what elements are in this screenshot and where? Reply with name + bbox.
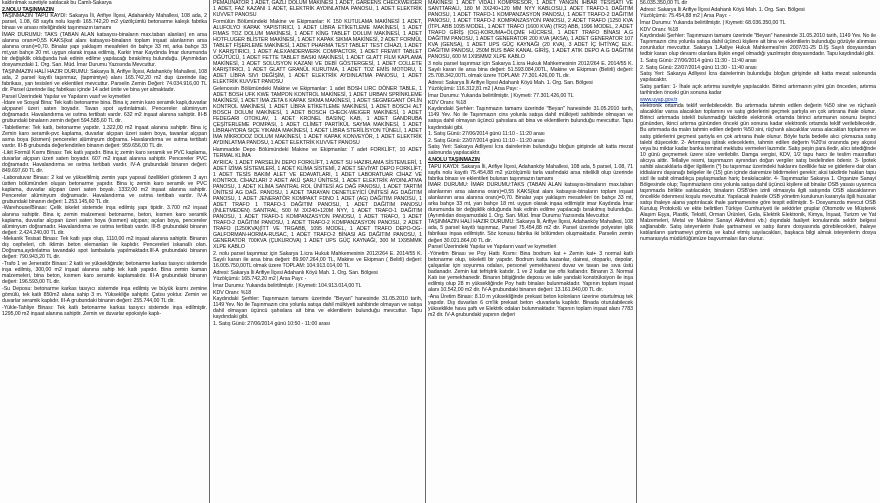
paragraph: Yüzölçümü: 116.312,81 m2 | Arsa Payı: - bbox=[428, 86, 521, 93]
paragraph: Formülün Bölümündeki Makine ve Ekipmanlar: K 150 KUTULAMA MAKİNESİ 1 ADET, ALUFOLYO KAPAK YAPISTIRICI, 1 ADET LİBRA ETİKETLEME MAKİNESİ, 1 ADET FIMAS TOZ DOLUM MAKİNESİ, 1 ADET KİNG TABLET DOLUM MAKİNESİ, 1 ADET HOTFLUGER BLİSTER MAKİNESİ, 1 ADET KAPAK SIKMA MAKİNESİ, 2 ADET FORMÜL TABLET FİŞERLEME MAKİNESİ, 1 ADET PHARMA TEST TABLET TEST CİHAZI, 1 ADET V KARIŞTIRICI, 1 ADET ALEXANDERWERK COMPACTOR, 1 ADET FREWIT TABLET OĞÜTÜCÜ, 1 ADET FETTE TABLET BASKI MAKİNESİ, 1 ADET GLATT FİLM KAPLAMA MAKİNESİ, 1 ADET SOLUSYON KAZANI VE DEBİ GÖSTERGESİ, 1 ADET COLLETE KARIŞTIRICI, 1 ADET GLATT GRANÜL KURUTMA, 1 ADET TOZ EMİS MOTORU, 1 ADET LİBRA SIVI DEĞİŞİM, 1 ADET ELEKTRİK AYDINLATMA PANOSU, 1 ADET ELEKTRİK KUVVET PANOSU bbox=[213, 18, 422, 86]
paragraph: -Ana Üretim Binası: 8.10 m yüksekliğinde prekast beton kolonların üzerine oturtulmuş tek yapıdır. Dış duvarları 6 cm'lik prekast beton -duvarlarla kaplıdır. Binada oturulabilecek yükseklikte hava şaftı ve Elektrik odaları bulunmaktadır. Yapının toplam inşaat alanı 7783 m2 dir. IV-A grubundaki yapının değeri bbox=[428, 293, 633, 318]
paragraph: Gelencesin Bölümündeki Makine ve Ekipmanlar: 1 adet BOSH LIRC DÖNER TABLE, 1 ADET BOSH UFK KWE TAMPON KONTROL MAKİNESİ, 1 ADET URBAN SPRİNKLEME MAKİNESİ, 1 ADET İMA ZETA 6 KAPAK SIKMA MAKİNESİ, 1 ADET SEGMEGANT ÖFLİN KONTROL MAKİNESİ, 1 ADET LİBRA ETİKETLEME MAKİNESİ, 1 ADET BOSCH ALT BOSCH DOLUM MAKİNESİ, 1 ADET BOSCH CHECK-WEIGER MAKİNESİ, 1 ADET FEDEGARI OTOKLAV, 1 ADET KRONEL BASINÇ KAB, 1 ADET GANDRUBA ÇEŞİTERLEME POMPASI, 1 ADET CLİMET PARTİKÜL SAYMA MAKİNESİ, 1 ADET LİBRAHYDRA SIÇE YIKAMA MAKİNESİ, 1 ADET LİBRA STERİLİSYON TÜNELİ, 1 ADET İMA MİKRODOZ DOLUM MAKİNESİ, 1 ADET KAPAK KONVEYÖR, 1 ADET ELEKTRİK AYDINLATMA PANOSU, 1 ADET ELEKTRİK KUVVET PANOSU bbox=[213, 85, 422, 147]
paragraph: İmar Durumu: Yukarıda belirtilmiştir. | Kıymeti: 104.913.014,00 TL bbox=[213, 282, 362, 289]
paragraph: Satış Yeri: Sakarya Adliyesi İcra dairelerinin bulunduğu bloğun girişinde alt katta mezat salonunda yapılacaktır. bbox=[428, 144, 633, 157]
paragraph: 4.NOLU TAŞINMAZIN bbox=[428, 157, 480, 164]
paragraph: Yüzölçümü: 165.742,20 m2 | Arsa Payı: - bbox=[213, 276, 307, 283]
paragraph: 1. Satış Günü: 27/06/2014 günü 11:10 - 11:20 arası bbox=[428, 131, 545, 138]
paragraph: Hammadde Depo Bölümündeki Makine ve Ekipmanlar: 7 adet FORKLİFT, 10 ADET TERMAL KLİMA bbox=[213, 146, 422, 159]
paragraph: TAŞINMAZIN HALİ HAZIR DURUMU: Sakarya İli, Arifiye İlçesi, Adahanköy Mahallesi, 108 ada, 2 parsel kayıtlı taşınmaz, (tapmimiye) alanı 165.742,20 m2 dup üzerinde ilaç fabrikası, yan tesisleri ve eklentileri mevcuttur. Parselin Zemin Değeri: 74.034.916,00 TL dir. Parsel üzerinde ilaç fabrikası içinde 14 adet ünite ve bina yer almaktadır. bbox=[2, 68, 207, 94]
paragraph: kaldırılmak suretiyle satılacak bu Camlı-Sakarya bbox=[2, 0, 112, 6]
paragraph: Yüzölçümü: 75.454,88 m2 | Arsa Payı: - bbox=[640, 13, 731, 20]
paragraph: Satış şartları: 1- İhale açık artırma suretiyle yapılacaktır. Birinci artırmanın yılmi gün önceden, artırma tarihinden önceki gün sonuna kadar bbox=[640, 83, 876, 96]
paragraph: Satış Yeri: Sakarya Adliyesi İcra dairelerinin bulunduğu bloğun girişinde alt katta mezat salonunda yapılacaktır. bbox=[640, 71, 876, 84]
paragraph: AYRICA: 1 ADET PARSELİN DEPO FORKLİFT, 1 ADET SU HAZIRLAMA SİSTEMLERİ, 1 ADET İZİMA SİSTEMLERİ, 1 ADET KLİMA SİSTEMİ, 2 ADET SEVİYAT DEPO FORKLİFT, 1 ADET TESİS BAKIM ALET VE EDAVATLARI, 1 ADET LABORATUAR CİHAZ VE KONTROL CİHAZLARI 2 ADET AKÜ ŞARJ ÜNİTESİ, 1 ADET ELEKTRİK AYDINLATMA PANOSU, 1 ADET KLİMA SANTRAL ROL ÜNİTESİ AG DAĞ PANOSU, 1 ADET TARTIM ÜNİTESİ AG DAĞ. PANOSU, 1 ADET TARAYAN DENETLEYİCİ ÜNİTESİ AG DAĞITIM PANOSU, 1 ADET JENERATÖR KOMPAKT FDNO 1 ADET (AG) DAĞITIM PANOSU, 1 ADET TRAFO 1 TRAFO-1 DAĞITIM PANOSU, 1 ADET DAĞITIM PANOSU (İNLETMEDEN) SANTRAL, 500 M 3X240+120M NYY, 1 ADET TRAFO-1 DAĞITIM PANOSU, 1 ADET TRAFO-1 KOMPANZASYON PANOSU, 1 ADET TRAFO, 1 ADET TRAFO-2 DAĞITIM PANOSU, 1 ADET TRAFO-2 KOMPANZASYON PANOSU, 2 ADET TRAFO (1250KVA)(İTT VE TRGABB, 1095 MODEL, 1 ADET TRAFO DEPO-OG-GALFORMAN-HORMA-RUSAC, 1 ADET TRAFO-2 BİNASI AG DAĞITIM PANOSU, 1 GENERATOR 700KVA (ÇUKUROVA) 1 ADET UPS GÜÇ KAYNAĞI, 300 M 1X95MMK XLPE KABLO bbox=[213, 159, 422, 251]
paragraph: Adresi: Sakarya İli Arifiye İlçesi Adahanlı Köyü Mah. 1. Org. San. Bölgesi bbox=[640, 6, 805, 13]
paragraph: PEMAUNATOR 1 ADET, GAZLI DOLUM MAKİNESİ 1 ADET, GAREENS CHECKWEIGER 1 ADET, FAZ KAZANI 1 ADET, ELEKTRİK AYDINLATMA PANOSU, 1 ADET ELEKTRİK KUVVET PANOSU bbox=[213, 0, 422, 19]
paragraph: İmar Durumu: Yukarıda belirtilmiştir. | Kıymeti: 68.036.350,00 TL bbox=[640, 19, 786, 26]
paragraph: İMAR DURUMU: İMAR DURUMU:TAKS (TABAN ALAN katsayısı-binaların max.taban alanlarının arsa alanına oranı)=0,55 KAKS(kat alanı katsayısı-binaların toplam inşaat alanlarının arsa alanına oranı)=0,70. Binalar yapı yaklaşım mesafeleri ön bahçe 33 mt, arka bahçe 33 mt, yan bahçe 18 mt. uygun olarak inşaa edilmiştir imar Kaydında İmar durumunda bir değişiklik olduğunda hak edinin edilme yapılacağı bırakılmış bulunduğu. (Ayrımlıdan dosyamızdaki 1. Org. San. Müd. İmar Durumu Yazısında Mevcuttur. bbox=[428, 182, 633, 219]
paragraph: 56.035.350,00 TL dir bbox=[640, 0, 688, 6]
paragraph: 2. nolu parsel taşınmaz için Sakarya 1.icra Hukuk Mahkemesinin 2012/264 E. 2014/55 K. Sayılı kararı ile arsa bina değeri: 89.907.264,00 TL, Makine ve Ekipman ( Belirli) değeri: 16.005.750,00TL olmak üzere TOPLAM: 104.913.014,00 TL bbox=[213, 250, 422, 269]
paragraph: Kaydındaki Şerhler: Taşınmazın tamamı üzerinde "Beyan" hanesinde 31.05.2010 tarih, 1149 Yev. No ile Taşınmazın cins yolunla satışa dahil mülkiyeti sahibinde olmayan ve satışa dahil olmayan üçüncü şahıslara ait bina ve eklentilerin bulunduğu mevcuttur. Tapu kaydındaki gibi. bbox=[213, 296, 422, 321]
paragraph: KDV Oranı: %18 bbox=[428, 99, 467, 106]
paragraph: -Tabletleme: Tek katlı, betonarme yapıdır. 1.322,00 m2 inşaat alanına sahiptir. Bina iç Zemin karo seramik-pvc kaplama, duvarlar alçıpan üzeri saten boya, tavanlar alçıpan asma boya (kismen) pencereler alüminyum doğrama. Havalandırma ve ısıtma tertibatı vardır. III-B grubunda değerlendirilen binanın değeri: 959.656,00 TL dir. bbox=[2, 125, 207, 150]
text-column-4 bbox=[640, 0, 876, 503]
paragraph: 2. Satış Günü: 22/07/2014 günü 11:10 - 11:20 arası bbox=[428, 137, 545, 144]
paragraph: -Laboratuvar Binası: 2 kat ve yükseltilmiş zemin yapı yapısal özellikleri gösteren 3 ayrı üstten bölümünden oluşan betonarme yapıdır. Bina iç zemin karo seramik ve PVC kaplama, duvarlar alçıpan üzeri saten boyalı. 1332,00 m2 inşaat alanına sahiptir. Pencereler alüminyum doğramadır. Havalandırma ve ısıtma tertibatı vardır. IV-A grubundaki binanın değeri: 1.253.145,60 TL dir. bbox=[2, 174, 207, 205]
paragraph: TAPU KAYDI: Sakarya İli, Arifiye İlçesi, Adahanköy Mahallesi, 108 ada, 5 parsel, 1.08, 71 sayfa nolu kayıtlı 75.454,88 m2 yüzölçümlü tarla vasfındaki arsa niteliklli olup üzerinde fabrika binası ve eklentileri bulunan taşınmazın tamamı bbox=[428, 163, 633, 182]
paragraph: İmar Durumu: Yukarıda belirtilmiştir. | Kıymeti: 77.301.426,00 TL bbox=[428, 93, 574, 100]
paragraph: KDV Oranı: %18 bbox=[640, 26, 679, 33]
paragraph: 2. Satış Günü: 22/07/2014 günü 11:30 - 11:40 arası bbox=[640, 64, 757, 71]
column-divider bbox=[209, 0, 210, 503]
text-column-1 bbox=[2, 0, 207, 503]
paragraph: KDV Oranı: %18 bbox=[213, 289, 252, 296]
paragraph: TAŞINMAZIN TAPU KAYDI: Sakarya İli, Arifiye İlçesi, Adahanköy Mahallesi, 108 ada, 2 parsel, 1.08, 68 sayfa nolu kayıtlı 165.742,20 m2 yüzölçümlü betonarme kaleşk fabrika binası ve arsası niteliğindeki taşınmazın tamamı bbox=[2, 13, 207, 32]
paragraph: Kaydındaki Şerhler: Taşınmazın tamamı üzerinde "Beyan" hanesinde 31.05.2010 tarih, 1149 Yev. No ile Taşınmazın cins yolunla satışa dahil mülkiyeti sahibinde olmayan ve satışa dahil olmayan üçüncü şahıslara ait bina ve eklentilerin bulunduğu mevcuttur. Tapu kaydındaki gibi. bbox=[428, 106, 633, 131]
paragraph: -Yönetim Binası ve Poy Hattı Kısmı: Bina bodrum kat + Zemin kat+ 3 normal katlı betonarme olup, iskeletli bir yapıdır. Bodrum katta kazanlar, dairesi, otoparkı, depolar, çalışanlar için soyunma odaları, personel yemekhanesi duvar ve tavan ise sıva üstü badanadır. Zemin kat tefriştrik katıdır. 1 ve 2 katlar ise ofis katlarıdır. Binanın 3. Normal Katı ise yemekhanedir. Binanın bitişiğinde deposu ve iaile yandaki konstrüksiyon ile inşa edilmiş olup 28 m yüksekliğinde Poy hattı binaları bulunmaktadır. Yapının toplam inşaat alanı 10.542,00 m2 dir. IV-A grubundaki binanın değeri: 13.161.840,00 TL dir. bbox=[428, 250, 633, 294]
paragraph: TAŞINMAZIN HALİ HAZIR DURUMU: Sakarya İli, Arifiye İlçesi, Adahanköy Mahallesi, 108 ada, 5 parsel kayıtlı taşınmaz, Parsel 75.454,88 m2 dir. Parsel üzerinde polyester işlik fabrikası inşaa edilmiştir. Söz konusu fabrika iki bölümden oluşmaktadır. Parselin zemin değeri 30.021.864,00 TL dir. bbox=[428, 219, 633, 244]
paragraph: Adresi: Sakarya İli Arifiye İlçesi Adahanlı Köyü Mah. 1. Org. San. Bölgesi bbox=[213, 269, 378, 276]
paragraph: -Mekanik Tesisat Binası: Tek katlı yapı olup, 1110,00 m2 inşaat alanına sahiptir. Binanın dış cepheleri, cih iklimin beton elemanları ile kaplıdır. Pencereleri iskanaIlı olan. Doğrama,aydınlatma tavandaki spot lambalarla yapılmaktadır.III-A grubundaki binanın değeri: 790.943,20 TL dir. bbox=[2, 236, 207, 261]
paragraph: Parsel Üzerindeki Yapılar ve Yapıların vasıf ve kıymetleri bbox=[2, 93, 131, 100]
paragraph: Adresi: Sakarya İli Arifiye İlçesi Adahanlı Köyü Mah. 1. Org. San. Bölgesi bbox=[428, 79, 593, 86]
website-link[interactable]: www.uyap.gov.tr bbox=[640, 96, 678, 103]
column-divider bbox=[636, 0, 637, 503]
paragraph: -Su Deposu: betonarme karkas tasıyıcı sistemde inşa edilmiş ve büyük kısmı zemine gömülü, tek katlı 850m2 alana sahip 3 m. Yüksekliğe sahiptir. Çatısı yoktur. Zemin ve duvarlar seramik kaplıdır. III-A grubundaki binanın değeri: 255.744,00 TL dir. bbox=[2, 285, 207, 304]
paragraph: -Warehouse/Binası: Çelik iskelet sistemde inşa edilmiş yapı tipidir. 3.700 m2 inşaat alanına sahiptir. Bina iç zemin malzemesi betonarme, beton, kısmen karo seramik kaplama, duvarlar alçıpan üzeri saten boya (kısmen) alçıpan; açılan boya, pencereler alüminyum doğramadır. Havalandırma ve ısıtma tertibatı vardır. III-B grubundaki binanın değeri: 2.424.240,00 TL dir. bbox=[2, 205, 207, 236]
paragraph: -Likit Formül Kısmı Binası: Tek katlı yapıdır. Bina iç zemin karo seramik ve PVC kaplama, duvarlar alçıpan üzeri saten boyadır. 607 m2 inşaat alanına sahiptir. Pencereler PVC doğramadır. Havalandırma ve ısıtma tertibatı vardır. IV-A grubundaki binanın değeri: 849.697,60 TL dir. bbox=[2, 149, 207, 175]
paragraph: -İdare ve Sosyal Bina: Tek katlı betonarme bina. Bina iç zemin karo seramik kaplı,duvarlar alçıpanel üzeri saten boyadır. Tavan spot aydınlatmalı. Pencereler alüminyum doğramadır. Havalandırma ve ısıtma tertibatı vardır. 632 m2 inşaat alanına sahiptir. III-B grubundaki binaların zemin değeri 594.585,60 TL dir. bbox=[2, 100, 207, 125]
text-column-2 bbox=[213, 0, 422, 503]
paragraph: 2.NOLU TAŞINMAZIN bbox=[2, 6, 54, 13]
paragraph: MAKİNESİ 1 ADET VİDALI KOMPRESÖR, 1 ADET YANGIN İHBAR TESİSATI VE SANTTARALI, 180 M 3X240+120 MM NYY KABLOSU,1 ADET TRAFO-1 DAĞITIM PANOSU, 1 ADET TRAFO-1 KOMPANZASYON PANOSU, 1 ADET TRAFO-2 DAĞITIM PANOSU, 1 ADET TRAFO-2 KOMPANZASYON PANOSU, 2 ADET TRAFO (1250 KVA (İTPL ABB 1095 MODEL, 1 ADET TRAFO (1600 KVA) (TR2) ABB, 1996 MODEL, 2 ADET TRAFO GİRİŞ (OG)-KORUMA+ÖLÇME HÜCRESİ, 1 ADET TRAFO BİNASI A.G DAĞITIM PANOSU, 1 ADET GENERATOR 200 KVA (AKSA), 1 ADET GENERATOR 107 KVA (GENSA), 1 ADET UPS GÜÇ KAYNAĞI (20 KVA), 3 ADET İÇ İHTİYAÇ ELK. DAĞITIM PANOSU, 250M BUS BAR KANAL GİRİŞ, 1 ADET ATIK DEPO A.G DAĞITIM PANOSU, 600 M 1X95MM2 XLPE KABLO bbox=[428, 0, 633, 61]
paragraph: 1. Satış Günü: 27/06/2014 günü 11:30 - 11:40 arası bbox=[640, 57, 757, 64]
paragraph: Parsel Üzerindeki Yapılar ve Yapıların vasıf ve kıymetleri bbox=[428, 244, 557, 251]
paragraph: -Yükle-Tahliye Binası: Tek katlı betonarme karkas tasıyıcı sistemde inşa edilmiştir. 1295,00 m2 inşaat alanına sahiptir. Zemin ve duvarlar epoksiyle kaplı- bbox=[2, 304, 207, 317]
paragraph: -Trafo 1 ve Jeneratör Binası: 2 katlı ve yüksekliğinde; betonarme karkas tasıyıcı sistemde inşa edilmiş, 300,00 m2 inşaat alanına sahip tek katlı yapıdır. Bina zemin kaman malzemeleri, bina beton, kısmen karo seramik kaplamalıdır. III-A grubundaki binanın değeri: 196.593,00 TL dir. bbox=[2, 261, 207, 286]
text-column-3 bbox=[428, 0, 633, 503]
paragraph: elektronik ortamda teklif verilebilecektir. Bu artırmada tahmin edilen değerin %50 sine ve rüçhanlı alacaklılar varsa alacakları toplamını ve satış giderlerini geçmek şartıyla en çok artırana ihale olunur. Birinci artırmada istekli bulunmadığı takdirde elektronik ortamda birinci artırmanın sonunu beşinci gününden, ikinci artırma gününden önceki gün sonuna kadar elektronik ortamda teklif verilebilecektir. Bu artırmada da malın tahmin edilen değerin %50 sini, rüçhanlı alacaklılar varsa alacakları toplamını ve satış giderlerini geçmesi şartıyla en çok artırana ihale olunur. Böyle fazla bedelle alıcı çıkmazsa satış talebi düşecektir. 2- Artırmaya iştirak edeceklerin, tahmin edilen değerin %20'si oranında pey akçesi veya bu miktar kadar banka teminat mektubu vermeleri lazımdır. Satış peşin para iledir, alıcı istediğinde 10 günü geçmemek üzere süre verilebilir. Damga vergisi, KDV, 1/2 tapu harcı ile teslim masrafları alıcıya aittir. Tellaliye resmi, taşınmazın aynından doğan vergiler satış bedelinden ödenir. 3- İpotek sahibi alacaklılarla diğer ilgililerin (*) bu taşınmaz üzerindeki haklarını özellikle faiz ve giderlere dair olan iddialarını dayanağı belgeler ile (15) gün içinde dairemize bildirmeleri gerekir; aksi takdirde hakları tapu sicil ile sabit olmadıkça paylaşmadan hariç bırakılacaktır. 4- Taşınmazlar Sakarya 1. Organize Sanayi Bölgesinde olup; Taşınmazların cins yolunla satışa dahil üçüncü kişilere ait binalar OSB yasası uyarınca taşınmazla birlikte satılacaktır, binaların OSB'den izinli olmasıyla ilgili satışında OSB alacaklarının öncelikle ödenmesi koşulu mevcuttur. Yapılacak ihalede OSB yönetim kurulunun kararıyla ilgili hususlar satışı ihaleye alana yaptırılacak ihale şartnamesine göre tespit edilmiştir. 5- Dosyamızda mevcut OSB Kuruluş Protokolü ve ekte belirtilen Türkiye Cumhuriyeti ile sektörler gruplar (Otomotiv ve Müşterek Alaşım Eşya, Plastik, Tekstil, Orman Ürünleri, Gıda, Elektrik Elektronik, Kimya, İnşaat, Turizm ve Yat Malzemeleri, Metal ve Makine Sanayi Aktivitesi vb.) dışındaki faaliyet konularında sektör belgesi sağlanabilir. Satış isteyenlerin ihale şartnamesi ve satış ilanını dosyasında görebilecekleri, ihaleye katılanların şartnameyi görmüş ve kabul etmiş sayılacakları, başkaca bilgi almak isteyenlerin dosya numarasıyla müdürlüğümüze başvurmaları ilan olunur. bbox=[640, 103, 876, 243]
paragraph: 1. Satış Günü: 27/06/2014 günü 10:50 - 11:00 arası bbox=[213, 320, 331, 327]
paragraph: 3 nolu parsel taşınmaz için Sakarya 1.icra Hukuk Mahkemesinin 2012/264 E. 2014/55 K. Sayılı kararı ile arsa bina değeri: 51.593.084,00TL, Makine ve Ekipman (Belirli) değeri: 25.708.342,00TL olmak üzere TOPLAM: 77.301.426,00 TL dir. bbox=[428, 61, 633, 80]
paragraph: Kaydındaki Şerhler: Taşınmazın tamamı üzerinde "Beyan" hanesinde 31.05.2010 tarih, 1149 Yev. No ile Taşınmazın cins yolunla satışa dahil üçüncü kişilere ait bina ve eklentilerin bulunduğu gözüyle alınması zorunludur mevcuttur. Sakarya 1.Asliye Hukuk Mahkemesi'nin 2007/31-25 D.İŞ Sayılı dosyasından tedbir kararı olup devamı olanlara ilişkin engel olmadığı yazılmıştır dosyasındadır. Tapu kaydındaki gibi. bbox=[640, 33, 876, 58]
column-divider bbox=[425, 0, 426, 503]
paragraph: İMAR DURUMU: TAKS (TABAN ALAN katsayısı-binaların max.taban alanları) en arsa alanına oranı=0,55 KAKS(kat alanı katsayısı-binaların toplam inşaat alanlarının arsa alanına oranı)=0,70. Binalar yapı yaklaşım mesafeleri ön bahçe 33 mt, arka bahçe 33 mt,yan bahçe 20 mt. uygun olarak inşaa edilmiş, Karkir imar Kaydında İmar durumunda bir değişiklik olduğunda hak edinin edilme yapılacağı bırakılmış bulunduğu. (Ayrımlıdan dosyamızdaki 1. Org. San. Müd. İmar Durumu Yazısında Mevcuttur. bbox=[2, 32, 207, 69]
